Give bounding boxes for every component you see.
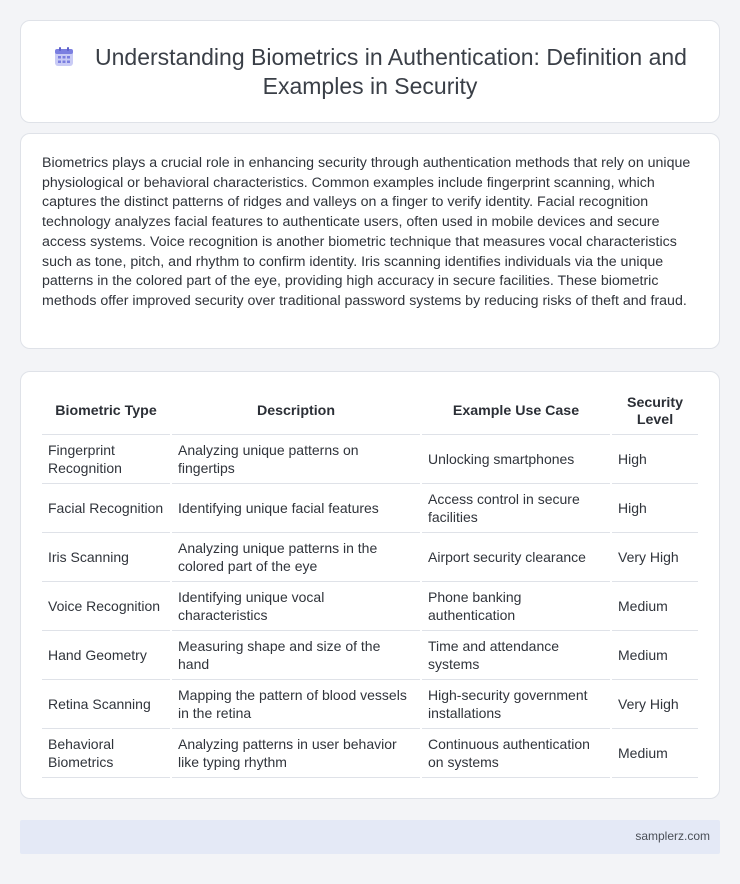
table-row	[42, 581, 698, 630]
table-row	[42, 434, 698, 483]
cell-security-level: High	[611, 434, 698, 483]
cell-biometric-type: Iris Scanning	[42, 532, 171, 581]
cell-description: Analyzing patterns in user behavior like typing rhythm	[171, 728, 421, 777]
table-row	[42, 532, 698, 581]
page-title-wrap	[51, 43, 689, 101]
table-row	[42, 630, 698, 679]
table-header-row	[42, 390, 698, 434]
intro-card	[20, 133, 720, 349]
cell-security-level: Very High	[611, 679, 698, 728]
cell-security-level: Medium	[611, 728, 698, 777]
biometrics-table	[42, 390, 698, 778]
cell-description: Identifying unique facial features	[171, 483, 421, 532]
cell-biometric-type: Facial Recognition	[42, 483, 171, 532]
cell-example-use-case: Continuous authentication on systems	[421, 728, 611, 777]
intro-paragraph: Biometrics plays a crucial role in enhancing security through authentication methods that rely on unique physiological or behavioral characteristics. Common examples include fingerprint scanning, which captures the distinct patterns of ridges and valleys on a finger to verify identity. Facial recognition technology analyzes facial features to authenticate users, often used in mobile devices and secure access systems. Voice recognition is another biometric technique that measures vocal characteristics such as tone, pitch, and rhythm to confirm identity. Iris scanning identifies individuals via the unique patterns in the colored part of the eye, providing high accuracy in secure facilities. These biometric methods offer improved security over traditional password systems by reducing risks of theft and fraud.	[42, 155, 691, 309]
cell-biometric-type: Behavioral Biometrics	[42, 728, 171, 777]
footer-site-link[interactable]: samplerz.com	[635, 829, 710, 843]
cell-description: Analyzing unique patterns in the colored part of the eye	[171, 532, 421, 581]
cell-security-level: Medium	[611, 581, 698, 630]
header-biometric-type: Biometric Type	[42, 390, 171, 434]
cell-description: Analyzing unique patterns on fingertips	[171, 434, 421, 483]
table-row	[42, 728, 698, 777]
header-security-level: Security Level	[611, 390, 698, 434]
footer-bar	[20, 820, 720, 854]
cell-biometric-type: Fingerprint Recognition	[42, 434, 171, 483]
cell-example-use-case: Access control in secure facilities	[421, 483, 611, 532]
cell-example-use-case: Airport security clearance	[421, 532, 611, 581]
cell-description: Identifying unique vocal characteristics	[171, 581, 421, 630]
cell-security-level: Very High	[611, 532, 698, 581]
cell-example-use-case: Time and attendance systems	[421, 630, 611, 679]
cell-example-use-case: High-security government installations	[421, 679, 611, 728]
cell-biometric-type: Retina Scanning	[42, 679, 171, 728]
header-example-use-case: Example Use Case	[421, 390, 611, 434]
calendar-icon	[53, 46, 75, 68]
cell-description: Measuring shape and size of the hand	[171, 630, 421, 679]
cell-security-level: High	[611, 483, 698, 532]
cell-example-use-case: Unlocking smartphones	[421, 434, 611, 483]
cell-example-use-case: Phone banking authentication	[421, 581, 611, 630]
header-description: Description	[171, 390, 421, 434]
table-card	[20, 371, 720, 799]
table-row	[42, 483, 698, 532]
table-row	[42, 679, 698, 728]
cell-description: Mapping the pattern of blood vessels in the retina	[171, 679, 421, 728]
page-title: Understanding Biometrics in Authentication: Definition and Examples in Security	[95, 44, 687, 99]
cell-biometric-type: Voice Recognition	[42, 581, 171, 630]
cell-biometric-type: Hand Geometry	[42, 630, 171, 679]
title-card	[20, 20, 720, 123]
cell-security-level: Medium	[611, 630, 698, 679]
